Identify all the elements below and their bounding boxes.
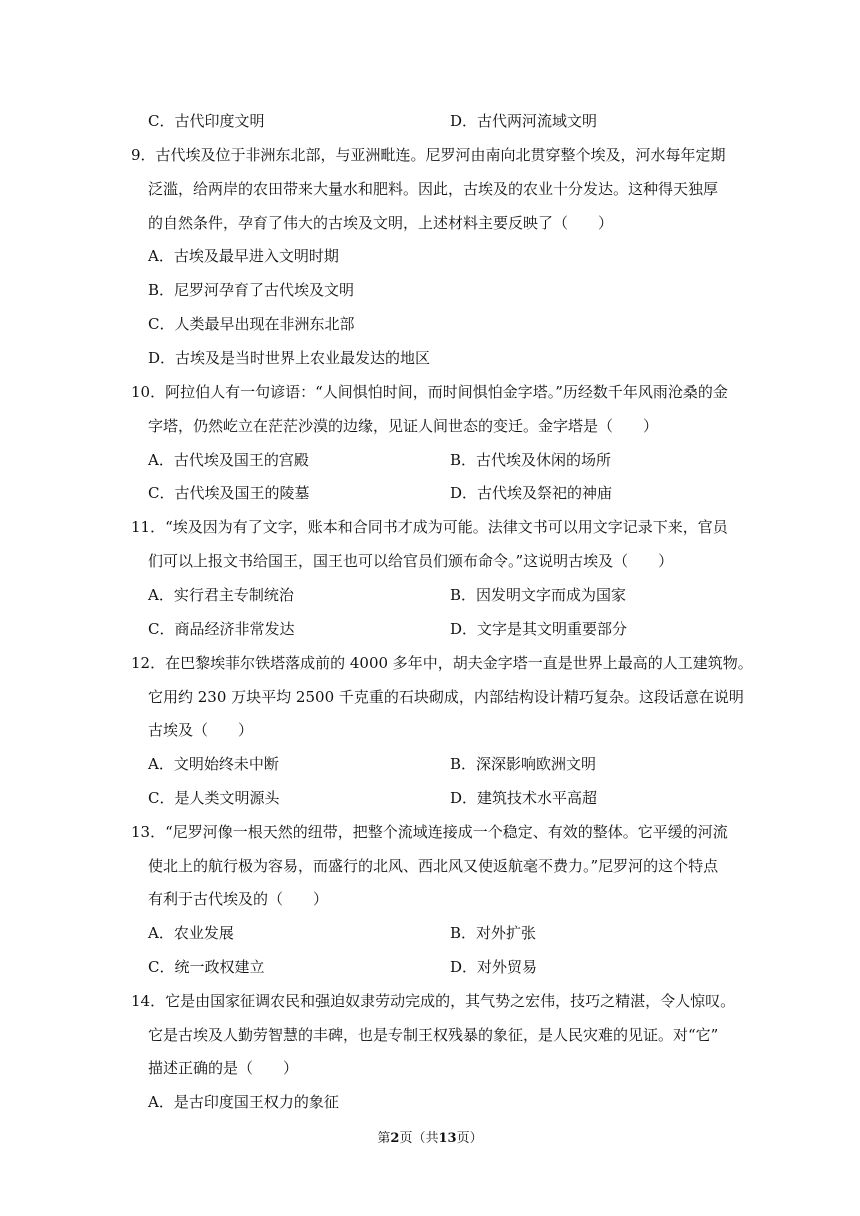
q8-option-d: D．古代两河流域文明 bbox=[450, 112, 598, 130]
q12-option-c: C．是人类文明源头 bbox=[148, 789, 280, 807]
q12-text-line-3: 古埃及（ ） bbox=[148, 721, 254, 739]
q13-text-line-1: 13．“尼罗河像一根天然的纽带，把整个流域连接成一个稳定、有效的整体。它平缓的河流 bbox=[131, 823, 728, 841]
q10-text-line-1: 10．阿拉伯人有一句谚语：“人间惧怕时间，而时间惧怕金字塔。”历经数千年风雨沧桑的金 bbox=[131, 383, 728, 401]
q13-option-d: D．对外贸易 bbox=[450, 958, 538, 976]
q12-text-line-2: 它用约 230 万块平均 2500 千克重的石块砌成，内部结构设计精巧复杂。这段话意在说明 bbox=[148, 688, 744, 706]
q11-text-line-1: 11．“埃及因为有了文字，账本和合同书才成为可能。法律文书可以用文字记录下来，官员 bbox=[131, 518, 728, 536]
q10-option-c: C．古代埃及国王的陵墓 bbox=[148, 484, 310, 502]
q13-option-b: B．对外扩张 bbox=[450, 924, 537, 942]
q14-text-line-2: 它是古埃及人勤劳智慧的丰碑，也是专制王权残暴的象征，是人民灾难的见证。对“它” bbox=[148, 1026, 719, 1044]
q14-text-line-1: 14．它是由国家征调农民和强迫奴隶劳动完成的，其气势之宏伟，技巧之精湛，令人惊叹。 bbox=[131, 992, 736, 1010]
footer-page-number: 2 bbox=[390, 1131, 400, 1146]
q10-option-b: B．古代埃及休闲的场所 bbox=[450, 451, 612, 469]
q9-text-line-2: 泛滥，给两岸的农田带来大量水和肥料。因此，古埃及的农业十分发达。这种得天独厚 bbox=[148, 180, 719, 198]
q12-option-a: A．文明始终未中断 bbox=[148, 755, 279, 773]
q13-option-a: A．农业发展 bbox=[148, 924, 234, 942]
q13-option-c: C．统一政权建立 bbox=[148, 958, 265, 976]
q9-option-a: A．古埃及最早进入文明时期 bbox=[148, 247, 339, 265]
q8-option-c: C．古代印度文明 bbox=[148, 112, 265, 130]
q9-text-line-3: 的自然条件，孕育了伟大的古埃及文明，上述材料主要反映了（ ） bbox=[148, 214, 614, 232]
q12-option-d: D．建筑技术水平高超 bbox=[450, 789, 598, 807]
footer-suffix: 页） bbox=[456, 1131, 483, 1146]
q10-text-line-2: 字塔，仍然屹立在茫茫沙漠的边缘，见证人间世态的变迁。金字塔是（ ） bbox=[148, 417, 659, 435]
q10-option-d: D．古代埃及祭祀的神庙 bbox=[450, 484, 613, 502]
q14-option-a: A．是古印度国王权力的象征 bbox=[148, 1093, 339, 1111]
q9-text-line-1: 9．古代埃及位于非洲东北部，与亚洲毗连。尼罗河由南向北贯穿整个埃及，河水每年定期 bbox=[131, 146, 726, 164]
q14-text-line-3: 描述正确的是（ ） bbox=[148, 1059, 299, 1077]
footer-prefix: 第 bbox=[377, 1131, 391, 1146]
q12-option-b: B．深深影响欧洲文明 bbox=[450, 755, 597, 773]
page-footer bbox=[0, 1130, 860, 1148]
q11-text-line-2: 们可以上报文书给国王，国王也可以给官员们颁布命令。”这说明古埃及（ ） bbox=[148, 552, 674, 570]
footer-total-pages: 13 bbox=[438, 1131, 457, 1146]
q13-text-line-3: 有利于古代埃及的（ ） bbox=[148, 890, 329, 908]
q13-text-line-2: 使北上的航行极为容易，而盛行的北风、西北风又使返航毫不费力。”尼罗河的这个特点 bbox=[148, 857, 719, 875]
q9-option-d: D．古埃及是当时世界上农业最发达的地区 bbox=[148, 349, 431, 367]
q11-option-b: B．因发明文字而成为国家 bbox=[450, 586, 627, 604]
q10-option-a: A．古代埃及国王的宫殿 bbox=[148, 451, 309, 469]
q12-text-line-1: 12．在巴黎埃菲尔铁塔落成前的 4000 多年中，胡夫金字塔一直是世界上最高的人工建筑物。 bbox=[131, 654, 753, 672]
q11-option-c: C．商品经济非常发达 bbox=[148, 620, 295, 638]
q9-option-b: B．尼罗河孕育了古代埃及文明 bbox=[148, 281, 355, 299]
q11-option-a: A．实行君主专制统治 bbox=[148, 586, 294, 604]
q9-option-c: C．人类最早出现在非洲东北部 bbox=[148, 315, 355, 333]
q11-option-d: D．文字是其文明重要部分 bbox=[450, 620, 628, 638]
footer-mid: 页（共 bbox=[399, 1131, 439, 1146]
